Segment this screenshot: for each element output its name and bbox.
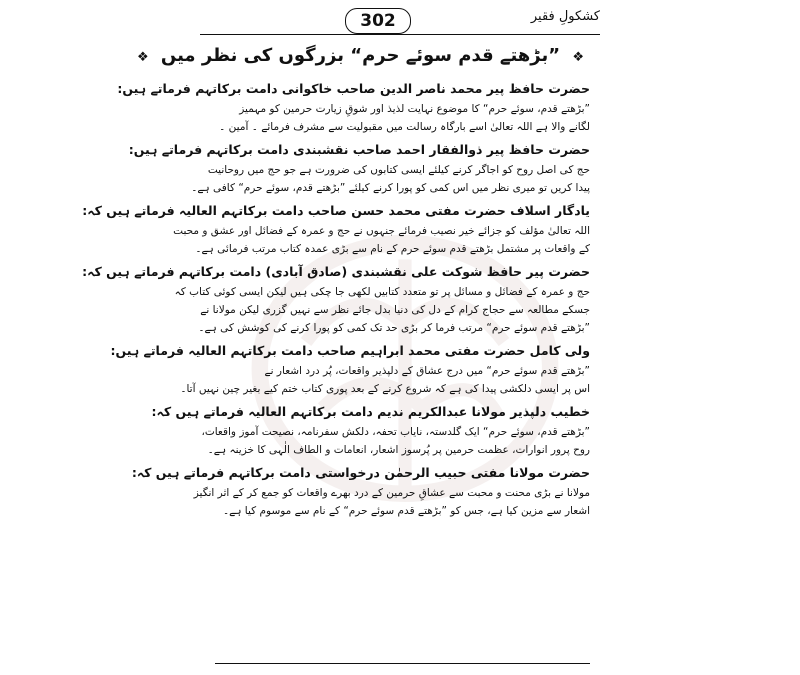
- body-line: ”بڑھتے قدم، سوئے حرم“ ایک گلدستہ، نایاب تحفہ، دلکش سفرنامہ، نصیحت آموز واقعات،: [201, 426, 590, 438]
- ornament-right-icon: ❖: [572, 50, 584, 65]
- body-line: لگانے والا ہے اللہ تعالیٰ اسے بارگاہ رسالت میں مقبولیت سے مشرف فرمائے ۔ آمین ۔: [219, 121, 590, 133]
- body-line: جسکے مطالعہ سے حجاج کرام کے دل کی دنیا بدل جائے نظر سے نہیں گزری لیکن مولانا نے: [200, 304, 590, 316]
- body-line: روح پرور انوارات، عظمت حرمین پر پُرسوز اشعار، انعامات و الطاف الٰہی کا خزینہ ہے۔: [207, 444, 590, 456]
- testimonial-section: [128, 139, 590, 197]
- running-head: کشکولِ فقیر: [530, 9, 600, 24]
- testimonial-section: [82, 261, 590, 337]
- title-text: ”بڑھتے قدم سوئے حرم“ بزرگوں کی نظر میں: [160, 45, 561, 66]
- body-line: پیدا کریں تو میری نظر میں اس کمی کو پورا کرنے کیلئے ”بڑھتے قدم، سوئے حرم“ کافی ہے۔: [191, 182, 590, 194]
- body-line: ”بڑھتے قدم، سوئے حرم“ کا موضوع نہایت لذیذ اور شوقِ زیارت حرمین کو مہمیز: [239, 103, 590, 115]
- section-heading: خطیب دلپذیر مولانا عبدالکریم ندیم دامت برکاتہم العالیہ فرماتے ہیں کہ:: [151, 404, 590, 419]
- body-line: ”بڑھتے قدم سوئے حرم“ مرتب فرما کر بڑی حد تک کمی کو پورا کرنے کی کوشش کی ہے۔: [198, 322, 590, 334]
- page-header: [200, 6, 600, 32]
- content-body: [82, 78, 590, 523]
- header-rule: [200, 34, 600, 35]
- section-heading: یادگار اسلاف حضرت مفتی محمد حسن صاحب دامت برکاتہم العالیہ فرماتے ہیں کہ:: [82, 203, 590, 218]
- testimonial-section: [110, 340, 590, 398]
- section-heading: حضرت مولانا مفتی حبیب الرحمٰن درخواستی دامت برکاتہم فرماتے ہیں کہ:: [131, 465, 590, 480]
- body-line: اس پر ایسی دلکشی پیدا کی ہے کہ شروع کرنے کے بعد پوری کتاب ختم کیے بغیر چین نہیں آتا۔: [180, 383, 590, 395]
- section-heading: حضرت پیر حافظ شوکت علی نقشبندی (صادق آبادی) دامت برکاتہم فرماتے ہیں کہ:: [82, 264, 590, 279]
- body-line: اللہ تعالیٰ مؤلف کو جزائے خیر نصیب فرمائے جنہوں نے حج و عمرہ کے فضائل اور عشق و محبت: [173, 225, 590, 237]
- body-line: اشعار سے مزین کیا ہے، جس کو ”بڑھتے قدم سوئے حرم“ کے نام سے موسوم کیا ہے۔: [223, 505, 590, 517]
- ornament-left-icon: ❖: [136, 50, 149, 65]
- page-title: [136, 42, 590, 70]
- body-line: مولانا نے بڑی محنت و محبت سے عشاقِ حرمین کے درد بھرے واقعات کو جمع کر کے اثر انگیز: [193, 487, 590, 499]
- testimonial-section: [131, 462, 590, 520]
- testimonial-section: [151, 401, 590, 459]
- testimonial-section: [82, 200, 590, 258]
- testimonial-section: [117, 78, 590, 136]
- section-heading: حضرت حافظ پیر محمد ناصر الدین صاحب خاکوانی دامت برکاتہم فرماتے ہیں:: [117, 81, 590, 96]
- section-heading: حضرت حافظ پیر ذوالفقار احمد صاحب نقشبندی دامت برکاتہم فرماتے ہیں:: [128, 142, 590, 157]
- bottom-rule: [215, 663, 590, 664]
- body-line: حج کی اصل روح کو اجاگر کرنے کیلئے ایسی کتابوں کی ضرورت ہے جو حج میں روحانیت: [207, 164, 590, 176]
- page-number: 302: [345, 8, 411, 34]
- body-line: حج و عمرہ کے فضائل و مسائل پر تو متعدد کتابیں لکھی جا چکی ہیں لیکن ایسی کوئی کتاب کہ: [174, 286, 590, 298]
- body-line: ”بڑھتے قدم سوئے حرم“ میں درج عشاق کے دلپذیر واقعات، پُر درد اشعار نے: [264, 365, 590, 377]
- body-line: کے واقعات پر مشتمل بڑھتے قدم سوئے حرم کے نام سے بڑی عمدہ کتاب مرتب فرمائی ہے۔: [195, 243, 590, 255]
- section-heading: ولی کامل حضرت مفتی محمد ابراہیم صاحب دامت برکاتہم العالیہ فرماتے ہیں:: [110, 343, 590, 358]
